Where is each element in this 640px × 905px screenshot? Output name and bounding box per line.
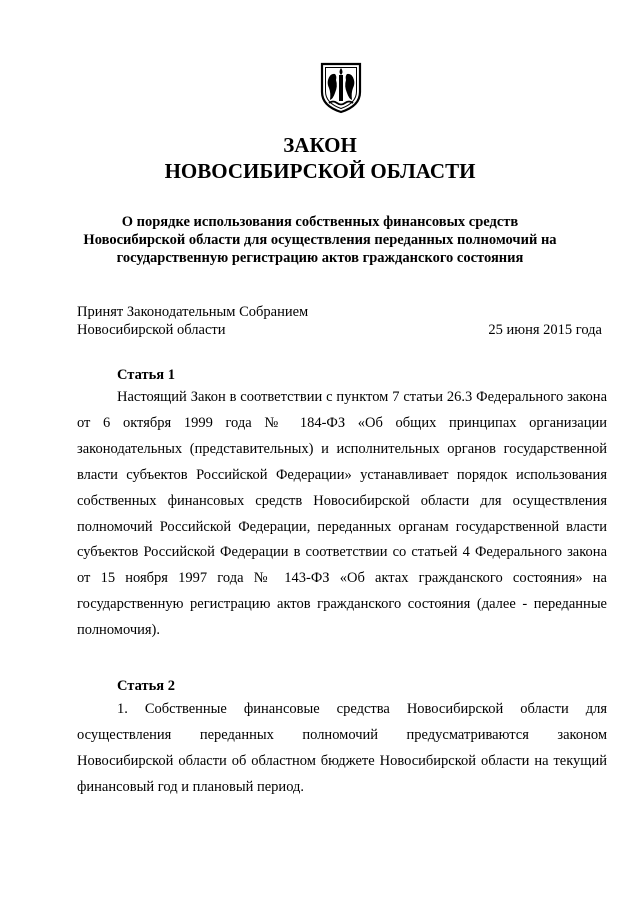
adoption-line-2: Новосибирской области xyxy=(77,322,226,338)
article-1-text: Настоящий Закон в соответствии с пунктом 7 статьи 26.3 Федерального закона от 6 октября 1999 года № 184-ФЗ «Об общих принципах организации законодательных (представительных) и исполнительных органов государственной власти субъектов Российской Федерации» устанавливает порядок использования собственных финансовых средств Новосибирской области для осуществления полномочий Российской Федерации, переданных органам государственной власти субъектов Российской Федерации в соответствии со статьей 4 Федерального закона от 15 ноября 1997 года № 143-ФЗ «Об актах гражданского состояния» на государственную регистрацию актов гражданского состояния (далее - переданные полномочия). xyxy=(77,389,607,639)
article-2-heading: Статья 2 xyxy=(117,678,175,694)
coat-of-arms-icon xyxy=(318,60,364,114)
adoption-body xyxy=(77,303,308,339)
adoption-date: 25 июня 2015 года xyxy=(488,322,602,338)
article-1-heading: Статья 1 xyxy=(117,367,175,383)
law-subject: О порядке использования собственных финансовых средств Новосибирской области для осуществления переданных полномочий на государственную регистрацию актов гражданского состояния xyxy=(83,214,557,266)
law-title: ЗАКОН xyxy=(283,133,357,157)
adoption-line-1: Принят Законодательным Собранием xyxy=(77,304,309,320)
law-region-title: НОВОСИБИРСКОЙ ОБЛАСТИ xyxy=(164,159,476,183)
article-2-text: 1. Собственные финансовые средства Новосибирской области для осуществления переданных полномочий предусматриваются законом Новосибирской области об областном бюджете Новосибирской области на текущий финансовый год и плановый период. xyxy=(77,701,607,795)
